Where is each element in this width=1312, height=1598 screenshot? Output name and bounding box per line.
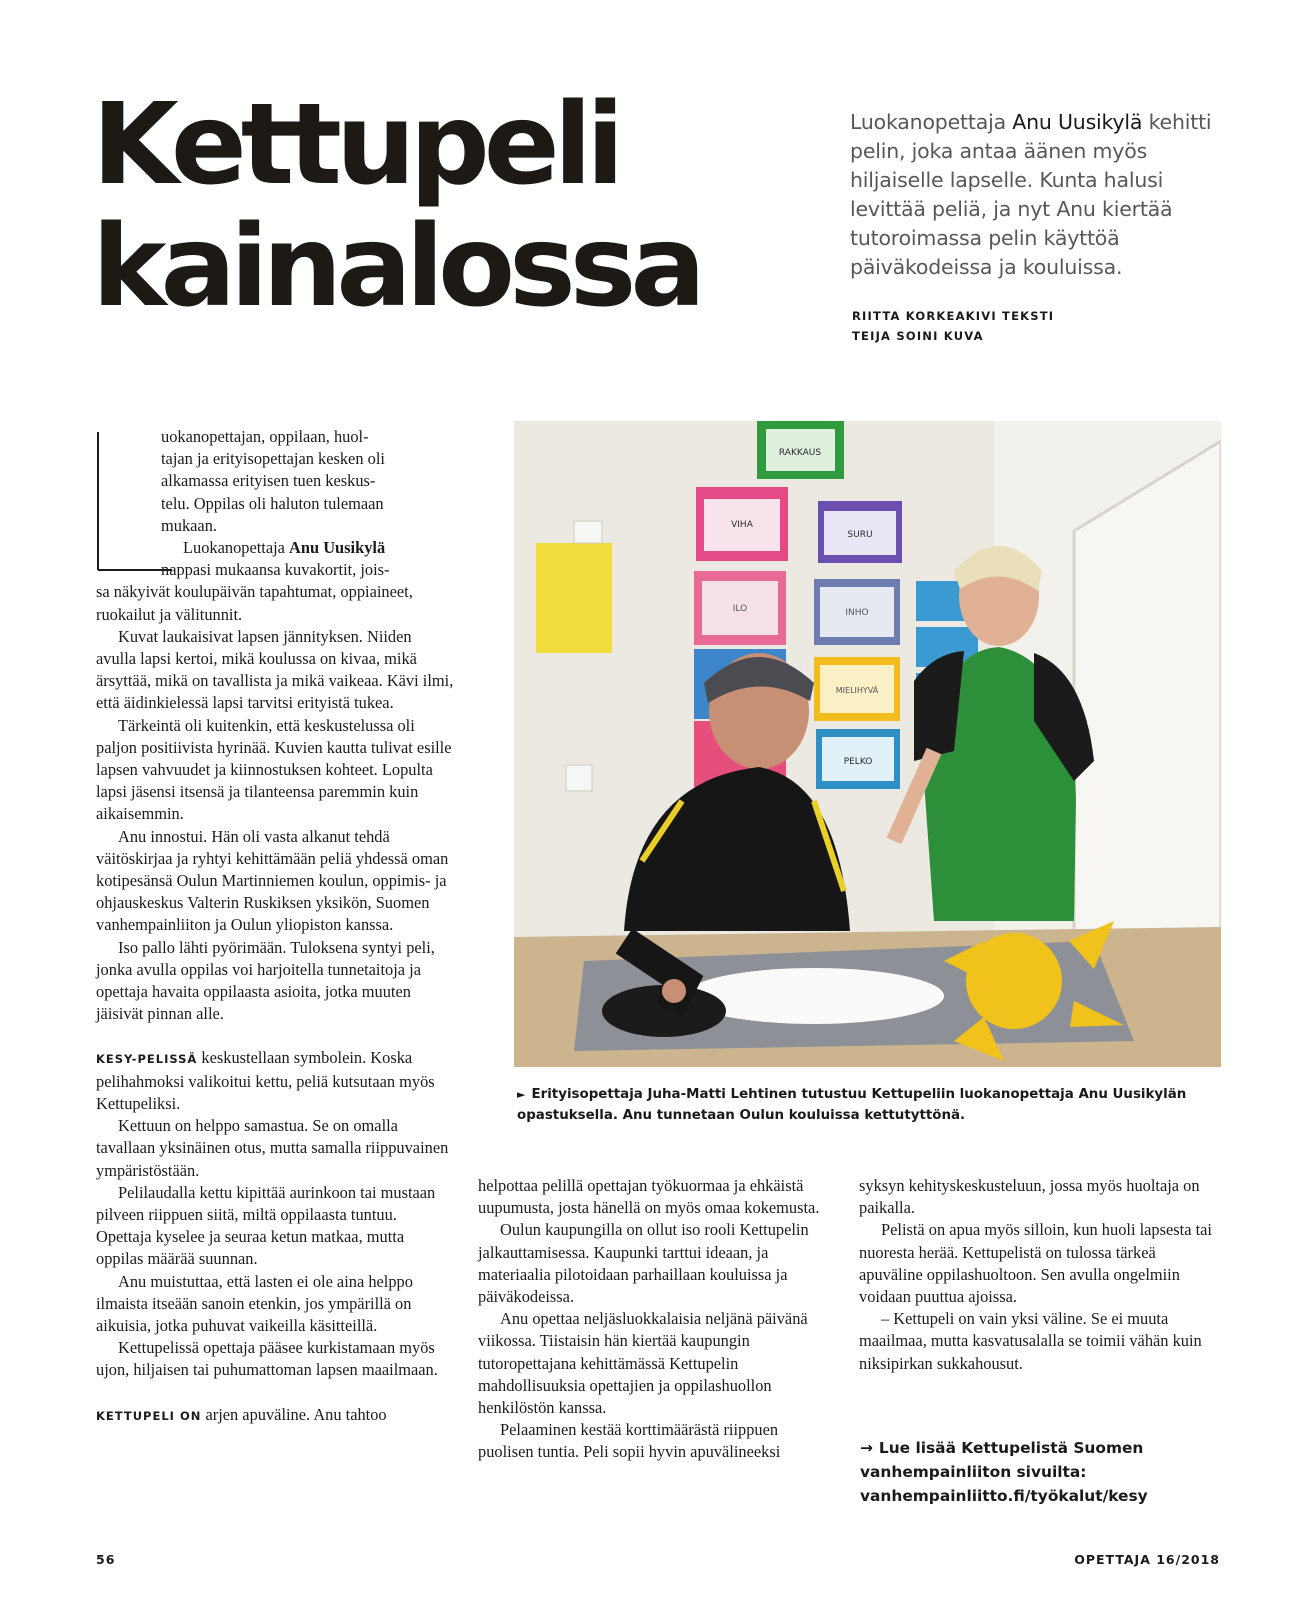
arrow-right-icon: → (860, 1439, 873, 1457)
subhead: KETTUPELI ON (96, 1408, 202, 1423)
credit-photo: TEIJA SOINI KUVA (852, 329, 984, 343)
paragraph: alkamassa erityisen tuen keskus- (161, 471, 376, 491)
body-column-3 (859, 1175, 1219, 1375)
page-number: 56 (96, 1552, 116, 1567)
paragraph: sa näkyivät koulupäivän tapahtumat, oppiaineet, ruokailut ja välitunnit. (96, 582, 413, 624)
credits (852, 306, 1054, 346)
paragraph: Oulun kaupungilla on ollut iso rooli Kettupelin jalkauttamisessa. Kaupunki tarttui ideaan, ja materiaalia pilotoidaan parhaillaan kouluissa ja päiväkodeissa. (478, 1220, 809, 1307)
photo-illustration (514, 421, 1221, 1067)
paragraph: Tärkeintä oli kuitenkin, että keskustelussa oli paljon positiivista hyrinää. Kuvien kautta tulivat esille lapsen vahvuudet ja kiinnostuksen kohteet. Lopulta lapsi jäsensi itsensä ja tilanteensa paremmin kuin aikaisemmin. (96, 715, 452, 824)
text-run: Luokanopettaja (183, 538, 290, 558)
body-column-1 (96, 426, 454, 1427)
read-more-box (860, 1436, 1220, 1508)
magazine-issue: OPETTAJA 16/2018 (1074, 1552, 1220, 1567)
paragraph: Pelistä on apua myös silloin, kun huoli lapsesta tai nuoresta herää. Kettupelistä on tulossa tärkeä apuväline oppilashuoltoon. Sen avulla ongelmiin voidaan puuttua ajoissa. (859, 1220, 1212, 1307)
read-more-link[interactable]: Lue lisää Kettupelistä Suomen vanhempainliiton sivuilta: vanhempainliitto.fi/työkalut/kesy (860, 1439, 1148, 1505)
caption-text: Erityisopettaja Juha-Matti Lehtinen tutustuu Kettupeliin luokanopettaja Anu Uusikylän opastuksella. Anu tunnetaan Oulun kouluissa kettutyttönä. (517, 1087, 1187, 1123)
article-photo (514, 421, 1221, 1067)
title-line-1: Kettupeli (92, 80, 619, 210)
card-label: INHO (845, 608, 869, 618)
body-column-2 (478, 1175, 833, 1464)
text-run: arjen apuväline. Anu tahtoo (201, 1404, 387, 1424)
lead-name: Anu Uusikylä (1012, 110, 1143, 134)
paragraph: – Kettupeli on vain yksi väline. Se ei muuta maailmaa, mutta kasvatusalalla se toimii vähän kuin niksipirkan sukkahousut. (859, 1309, 1202, 1373)
photo-caption (517, 1084, 1217, 1126)
person-name: Anu Uusikylä (289, 538, 386, 558)
card-label: ILO (732, 604, 748, 614)
article-title (92, 80, 701, 332)
paragraph: uokanopettajan, oppilaan, huol- (161, 427, 369, 446)
subhead: KESY-PELISSÄ (96, 1052, 198, 1067)
card-label: RAKKAUS (778, 448, 822, 458)
paragraph: mukaan. (161, 515, 217, 535)
paragraph: helpottaa pelillä opettajan työkuormaa ja ehkäistä uupumusta, josta hänellä on myös omaa kokemusta. (478, 1176, 820, 1218)
text-run: keskustellaan symbolein. Koska pelihahmoksi valikoitui kettu, peliä kutsutaan myös Kettupeliksi. (96, 1048, 435, 1113)
paragraph (96, 537, 454, 559)
card-label: MIELIHYVÄ (835, 686, 879, 695)
paragraph: tajan ja erityisopettajan kesken oli (161, 449, 385, 469)
paragraph: syksyn kehityskeskusteluun, jossa myös huoltaja on paikalla. (859, 1176, 1200, 1218)
title-line-2: kainalossa (92, 202, 701, 332)
caption-arrow-icon: ► (517, 1088, 526, 1101)
paragraph: Kuvat laukaisivat lapsen jännityksen. Niiden avulla lapsi kertoi, mikä koulussa on kivaa, mikä ärsyttää, mikä on tavallista ja mikä vaikeaa. Kävi ilmi, että äidinkielessä lapsi tarvitsi erityistä tukea. (96, 626, 454, 713)
lead-after: kehitti pelin, joka antaa äänen myös hiljaiselle lapselle. Kunta halusi levittää peliä, ja nyt Anu kiertää tutoroimassa pelin käyttöä päiväkodeissa ja kouluissa. (850, 110, 1212, 279)
paragraph: Anu opettaa neljäsluokkalaisia neljänä päivänä viikossa. Tiistaisin hän kiertää kaupungin tutoropettajana kehittämässä Kettupelin mahdollisuuksia opettajien ja oppilashuollon henkilöstön kanssa. (478, 1309, 808, 1418)
paragraph (96, 1047, 454, 1115)
paragraph: Pelaaminen kestää korttimäärästä riippuen puolisen tuntia. Peli sopii hyvin apuvälineeksi (478, 1420, 781, 1462)
paragraph: Anu innostui. Hän oli vasta alkanut tehdä väitöskirjaa ja ryhtyi kehittämään peliä yhdessä oman kotipesänsä Oulun Martinniemen koulun, oppimis- ja ohjauskeskus Valterin Ruskiksen yksikön, Suomen vanhempainliiton ja Oulun yliopiston kanssa. (96, 826, 449, 935)
paragraph: telu. Oppilas oli haluton tulemaan (161, 493, 384, 513)
credit-text: RIITTA KORKEAKIVI TEKSTI (852, 309, 1055, 323)
paragraph: Kettupelissä opettaja pääsee kurkistamaan myös ujon, hiljaisen tai puhumattoman lapsen maailmaan. (96, 1338, 438, 1380)
lead-paragraph (850, 108, 1230, 282)
lead-before: Luokanopettaja (850, 110, 1013, 134)
paragraph: Anu muistuttaa, että lasten ei ole aina helppo ilmaista itseään sanoin etenkin, jos ympärillä on aikuisia, jotka puhuvat vaikeilla käsitteillä. (96, 1271, 413, 1335)
card-label: VIHA (731, 520, 753, 530)
card-label: SURU (847, 530, 873, 540)
paragraph: Iso pallo lähti pyörimään. Tuloksena syntyi peli, jonka avulla oppilas voi harjoitella tunnetaitoja ja opettaja havaita oppilaasta asioita, jotka muuten jäisivät pinnan alle. (96, 937, 435, 1024)
card-label: PELKO (843, 757, 873, 767)
paragraph (96, 1404, 454, 1427)
paragraph: Pelilaudalla kettu kipittää aurinkoon tai mustaan pilveen riippuen siitä, miltä oppilaasta tuntuu. Opettaja kyselee ja seuraa ketun matkaa, mutta oppilas määrää suunnan. (96, 1182, 436, 1269)
paragraph: Kettuun on helppo samastua. Se on omalla tavallaan yksinäinen otus, mutta samalla riippuvainen ympäristöstään. (96, 1116, 449, 1180)
paragraph: nappasi mukaansa kuvakortit, jois- (161, 560, 390, 580)
